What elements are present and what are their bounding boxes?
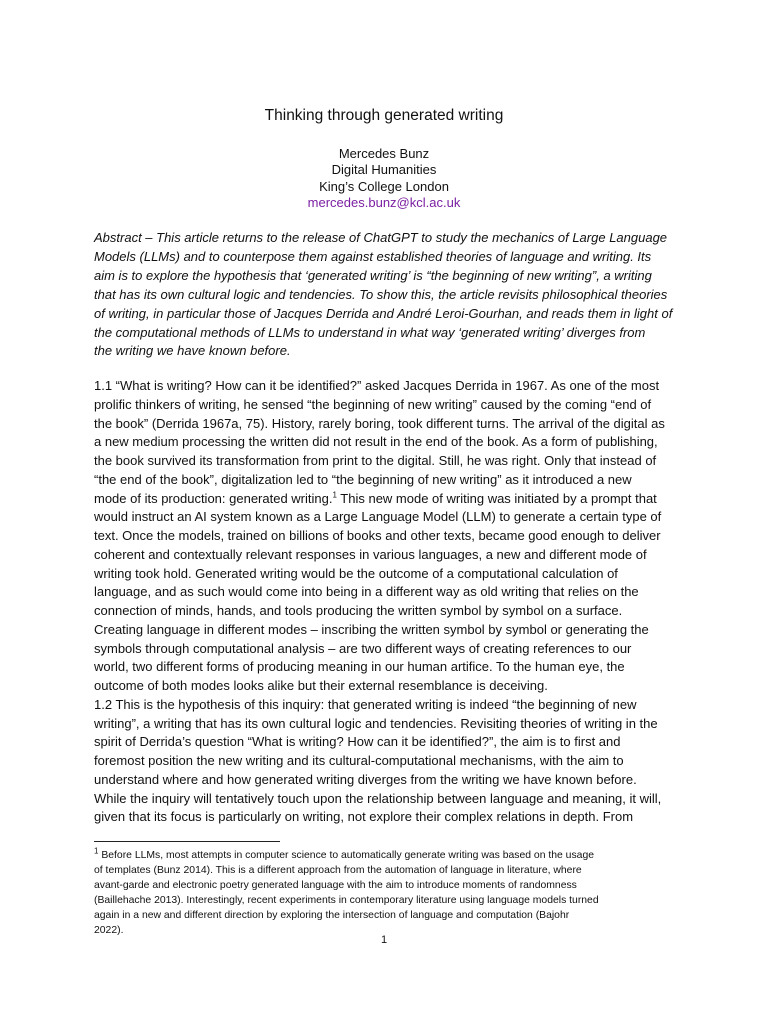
footnote <box>94 848 674 938</box>
body-line: Creating language in different modes – inscribing the written symbol by symbol or generating the <box>94 621 649 637</box>
body-line: symbols through computational analysis – are two different ways of creating references to our <box>94 640 632 656</box>
body-line: the book survived its transformation from print to the digital. Still, he was right. Only that instead of <box>94 453 657 468</box>
body-line-text: This new mode of writing was initiated by a prompt that <box>336 490 657 506</box>
author-name: Mercedes Bunz <box>338 146 430 161</box>
footnote-line <box>94 848 674 863</box>
body-line-text: mode of its production: generated writing. <box>94 490 333 506</box>
abstract-line: of writing, in particular those of Jacques Derrida and André Leroi-Gourhan, and reads them in light of <box>94 305 673 321</box>
author-department: Digital Humanities <box>331 162 437 178</box>
body-line: the book” (Derrida 1967a, 75). History, rarely boring, took different turns. The arrival of the digital as <box>94 415 665 431</box>
footnote-mark: 1 <box>94 846 99 856</box>
abstract <box>94 229 674 361</box>
body-line: a new medium processing the written did not result in the end of the book. As a form of publishing, <box>94 434 658 450</box>
body-line: coherent and contextually relevant responses in various languages, a new and different mode of <box>94 546 647 562</box>
footnote-line: again in a new and different direction by exploring the intersection of language and computation (Bajohr <box>94 910 570 921</box>
body-line: “the end of the book”, digitalization led to “the beginning of new writing” as it introduced a new <box>94 471 632 487</box>
footnote-line: (Baillehache 2013). Interestingly, recent experiments in contemporary literature using language models turned <box>94 895 599 906</box>
footnote-reference-link[interactable]: 1 <box>332 490 337 500</box>
body-line: foremost position the new writing and its cultural-computational mechanisms, with the aim to <box>94 753 624 768</box>
body-line: would instruct an AI system known as a Large Language Model (LLM) to generate a certain type of <box>94 509 662 525</box>
footnote-line: of templates (Bunz 2014). This is a different approach from the automation of language in literature, where <box>94 865 582 876</box>
author-block <box>94 146 674 211</box>
abstract-line: the computational methods of LLMs to understand in what way ‘generated writing’ diverges from <box>94 324 646 340</box>
body-line-with-footnote <box>94 490 674 509</box>
abstract-line: Abstract – This article returns to the release of ChatGPT to study the mechanics of Large Language <box>94 230 668 245</box>
body-text <box>94 377 674 827</box>
abstract-line: the writing we have known before. <box>94 343 291 359</box>
author-institution: King’s College London <box>319 178 449 194</box>
body-line: writing took hold. Generated writing would be the outcome of a computational calculation of <box>94 565 618 581</box>
body-line: writing”, a writing that has its own cultural logic and tendencies. Revisiting theories of writing in the <box>94 715 658 731</box>
body-line: understand where and how generated writing diverges from the writing we have known before. <box>94 771 637 787</box>
body-line: world, two different forms of producing meaning in our human artifice. To the human eye, the <box>94 659 625 675</box>
body-line: 1.1 “What is writing? How can it be identified?” asked Jacques Derrida in 1967. As one of the most <box>94 378 660 393</box>
footnote-line: avant-garde and electronic poetry generated language with the aim to introduce moments of randomness <box>94 880 577 891</box>
body-line: given that its focus is particularly on writing, not explore their complex relations in depth. From <box>94 809 634 825</box>
body-line: While the inquiry will tentatively touch upon the relationship between language and meaning, it will, <box>94 790 662 806</box>
author-email-link[interactable]: mercedes.bunz@kcl.ac.uk <box>307 194 461 210</box>
body-line: 1.2 This is the hypothesis of this inquiry: that generated writing is indeed “the beginning of new <box>94 696 637 712</box>
abstract-line: aim is to explore the hypothesis that ‘generated writing’ is “the beginning of new writing”, a writing <box>94 267 652 283</box>
page-number: 1 <box>380 934 388 946</box>
footnote-divider <box>94 841 280 842</box>
abstract-line: that has its own cultural logic and tendencies. To show this, the article revisits philosophical theories <box>94 286 668 302</box>
footnote-line: 2022). <box>94 925 124 936</box>
body-line: outcome of both modes looks alike but their external resemblance is deceiving. <box>94 678 548 693</box>
body-line: spirit of Derrida’s question “What is writing? How can it be identified?”, the aim is to first and <box>94 734 621 750</box>
footnote-line-text: Before LLMs, most attempts in computer science to automatically generate writing was based on the usage <box>98 850 594 861</box>
body-line: text. Once the models, trained on billions of books and other texts, became good enough to deliver <box>94 528 661 543</box>
body-line: prolific thinkers of writing, he sensed “the beginning of new writing” caused by the coming “end of <box>94 396 652 412</box>
paper-title: Thinking through generated writing <box>264 107 504 124</box>
body-line: connection of minds, hands, and tools producing the written symbol by symbol on a surface. <box>94 603 623 618</box>
abstract-line: Models (LLMs) and to counterpose them against established theories of language and writing. Its <box>94 248 652 264</box>
body-line: language, and as such would come into being in a different way as old writing that relies on the <box>94 584 639 600</box>
